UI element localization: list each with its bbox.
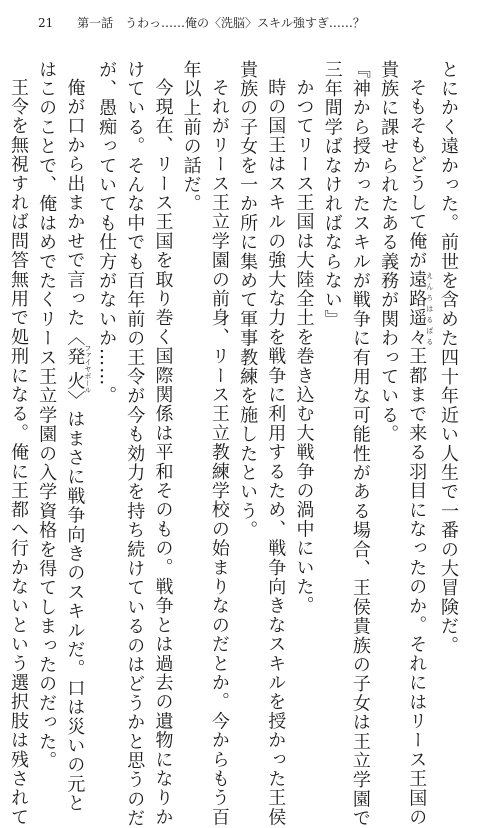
ruby-enro-harubaru [406, 270, 434, 347]
decree-quote: 『神から授かったスキルが戦争に有用な可能性がある場合、王侯貴族の子女は王立学園で 三年間学ばなければならない』 [321, 60, 371, 828]
ruby-fireball [64, 344, 92, 394]
ruby-1-reading: えんろはるばる [425, 270, 434, 347]
paragraph-9: 王令を無視すれば問答無用で処刑になる。俺に王都へ行かないという選択肢は残されて [7, 78, 29, 827]
paragraph-1: とにかく遠かった。前世を含めた四十年近い人生で一番の大冒険だ。 [438, 60, 459, 656]
paragraph-8 [32, 60, 92, 813]
chapter-title: 第一話 うわっ……俺の〈洗脳〉スキル強すぎ……？ [77, 16, 365, 30]
paragraph-6: それがリース王立学園の前身、リース王立教練学校の始まりなのだとか。今からもう百 年以上前の話だ。 [180, 60, 230, 827]
paragraph-7: 今現在、リース王国を取り巻く国際関係は平和そのもの。戦争とは過去の遺物になりか けている。そんな中でも百年前の王令が今も効力を持ち続けているのはどうかと思うのだ が、愚痴っていても仕方がないか……。 [96, 60, 174, 828]
paragraph-4: かつてリース王国は大陸全土を巻き込む大戦争の渦中にいた。 [293, 78, 315, 616]
paragraph-2 [374, 60, 434, 827]
page-number: 21 [38, 16, 54, 30]
running-header [38, 14, 462, 32]
paragraph-5: 時の国王はスキルの強大な力を戦争に利用するため、戦争向きなスキルを授かった王侯 貴族の子女を一か所に集めて軍事教練を施したという。 [237, 60, 287, 827]
paragraph-8-text-after: 〉はまさに戦争向きのスキルだ。口は災いの元と はこのことで、俺はめでたくリース王立学園の入学資格を得てしまったのだった。 [36, 60, 86, 813]
paragraph-2-text-after: 王都まで来る羽目になったのか。それにはリース王国の 貴族に課せられたある義務が関わっている。 [378, 60, 428, 827]
paragraph-8-text-before: 俺が口から出まかせで言った〈 [64, 78, 86, 347]
ruby-2-reading: ファイヤボール [83, 344, 92, 394]
ruby-1-base: 遠路遥々 [406, 270, 428, 347]
ruby-2-base: 発火 [64, 344, 86, 394]
paragraph-2-text-before: そもそもどうして俺が [406, 78, 428, 270]
body-text [7, 60, 462, 828]
